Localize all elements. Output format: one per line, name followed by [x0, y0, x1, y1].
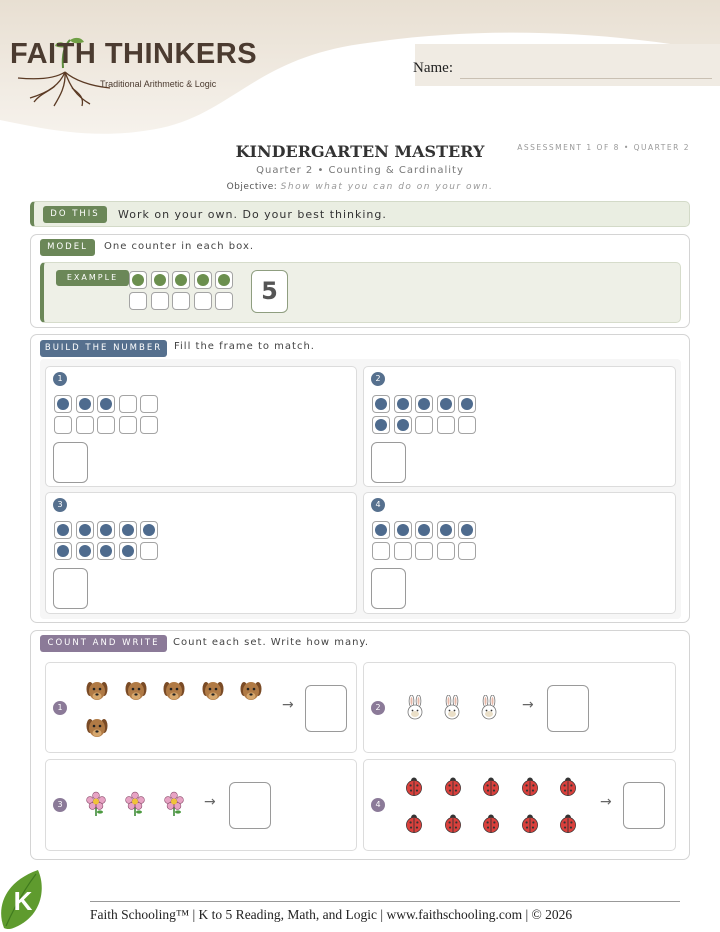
ten-frame-cell[interactable]	[151, 271, 169, 289]
counter-dot	[57, 545, 69, 557]
build-badge: BUILD THE NUMBER	[40, 340, 167, 357]
counter-dot	[122, 524, 134, 536]
ten-frame-cell[interactable]	[76, 395, 94, 413]
flower-icon	[163, 791, 185, 817]
ladybug-icon	[442, 777, 464, 803]
objective	[0, 182, 720, 192]
counter-dot	[175, 274, 187, 286]
model-section	[30, 234, 690, 328]
objective-text: Show what you can do on your own.	[280, 182, 494, 192]
ten-frame-cell[interactable]	[97, 416, 115, 434]
counter-dot	[461, 398, 473, 410]
counter-dot	[197, 274, 209, 286]
counter-dot	[418, 398, 430, 410]
ten-frame-cell[interactable]	[415, 542, 433, 560]
item-number: 3	[53, 798, 67, 812]
counter-dot	[397, 398, 409, 410]
ten-frame-cell[interactable]	[129, 292, 147, 310]
ladybug-icon	[442, 814, 464, 840]
page-subtitle: Quarter 2 • Counting & Cardinality	[256, 165, 464, 176]
ten-frame-cell[interactable]	[97, 395, 115, 413]
ten-frame-cell[interactable]	[458, 395, 476, 413]
answer-box[interactable]	[371, 442, 406, 483]
ten-frame-cell[interactable]	[394, 416, 412, 434]
count-card	[363, 662, 676, 753]
dog-icon	[163, 679, 185, 705]
counter-dot	[79, 524, 91, 536]
example-panel	[40, 262, 681, 323]
counter-dot	[57, 398, 69, 410]
model-instruction: One counter in each box.	[104, 241, 255, 252]
build-card	[45, 366, 357, 487]
ladybug-icon	[557, 777, 579, 803]
counter-dot	[218, 274, 230, 286]
ten-frame-cell[interactable]	[437, 521, 455, 539]
ten-frame-cell[interactable]	[140, 395, 158, 413]
counter-dot	[397, 419, 409, 431]
ten-frame-cell[interactable]	[119, 416, 137, 434]
answer-box[interactable]	[371, 568, 406, 609]
ten-frame-cell[interactable]	[394, 395, 412, 413]
logo-subtitle: Traditional Arithmetic & Logic	[100, 79, 217, 89]
answer-box[interactable]	[53, 568, 88, 609]
ten-frame-cell[interactable]	[458, 416, 476, 434]
ten-frame-cell[interactable]	[372, 542, 390, 560]
ten-frame-cell[interactable]	[172, 271, 190, 289]
ten-frame-cell[interactable]	[372, 521, 390, 539]
bunny-icon	[441, 695, 463, 721]
item-number: 4	[371, 498, 385, 512]
count-badge: COUNT AND WRITE	[40, 635, 167, 652]
ten-frame-cell[interactable]	[119, 521, 137, 539]
ten-frame-cell[interactable]	[458, 542, 476, 560]
ten-frame-cell[interactable]	[437, 395, 455, 413]
counter-dot	[461, 524, 473, 536]
ladybug-icon	[480, 777, 502, 803]
count-card	[45, 662, 357, 753]
ten-frame-cell[interactable]	[437, 416, 455, 434]
item-number: 1	[53, 701, 67, 715]
objective-label: Objective:	[226, 182, 278, 192]
ladybug-icon	[557, 814, 579, 840]
dog-icon	[86, 716, 108, 742]
ten-frame-cell[interactable]	[172, 292, 190, 310]
ladybug-icon	[403, 814, 425, 840]
ten-frame-cell[interactable]	[194, 292, 212, 310]
ten-frame-cell[interactable]	[54, 542, 72, 560]
logo-title: FAITH THINKERS	[10, 38, 258, 70]
ten-frame-cell[interactable]	[394, 542, 412, 560]
counter-dot	[79, 398, 91, 410]
ten-frame-cell[interactable]	[140, 521, 158, 539]
ten-frame-cell[interactable]	[76, 521, 94, 539]
footer-text: Faith Schooling™ | K to 5 Reading, Math, and Logic | www.faithschooling.com | © 2026	[90, 907, 573, 922]
counter-dot	[132, 274, 144, 286]
model-badge: MODEL	[40, 239, 95, 256]
ten-frame-cell[interactable]	[415, 521, 433, 539]
counter-dot	[375, 524, 387, 536]
bunny-icon	[404, 695, 426, 721]
ten-frame-cell[interactable]	[97, 542, 115, 560]
leaf-k-logo-icon	[0, 868, 48, 932]
counter-dot	[79, 545, 91, 557]
name-label: Name:	[413, 60, 453, 76]
ten-frame-cell[interactable]	[415, 416, 433, 434]
page-title: KINDERGARTEN MASTERY	[235, 142, 485, 161]
item-number: 2	[371, 701, 385, 715]
dog-icon	[86, 679, 108, 705]
example-badge: EXAMPLE	[56, 270, 129, 286]
counter-dot	[375, 419, 387, 431]
ten-frame-cell[interactable]	[140, 416, 158, 434]
arrow-icon: →	[522, 697, 534, 713]
item-number: 3	[53, 498, 67, 512]
dog-icon	[240, 679, 262, 705]
item-number: 1	[53, 372, 67, 386]
ladybug-icon	[480, 814, 502, 840]
ten-frame-cell[interactable]	[54, 521, 72, 539]
arrow-icon: →	[600, 794, 612, 810]
count-instruction: Count each set. Write how many.	[173, 637, 370, 648]
do-this-text: Work on your own. Do your best thinking.	[118, 208, 387, 221]
ten-frame-cell[interactable]	[129, 271, 147, 289]
counter-dot	[143, 524, 155, 536]
ladybug-icon	[403, 777, 425, 803]
counter-dot	[57, 524, 69, 536]
ten-frame-cell[interactable]	[151, 292, 169, 310]
build-card	[363, 492, 676, 614]
answer-box[interactable]	[547, 685, 589, 732]
counter-dot	[100, 524, 112, 536]
ten-frame-cell[interactable]	[394, 521, 412, 539]
ten-frame-cell[interactable]	[119, 395, 137, 413]
flower-icon	[85, 791, 107, 817]
answer-box[interactable]	[229, 782, 271, 829]
counter-dot	[418, 524, 430, 536]
bunny-icon	[478, 695, 500, 721]
counter-dot	[440, 398, 452, 410]
ten-frame-cell[interactable]	[54, 395, 72, 413]
arrow-icon: →	[204, 794, 216, 810]
counter-dot	[375, 398, 387, 410]
ten-frame-cell[interactable]	[415, 395, 433, 413]
ten-frame-cell[interactable]	[215, 271, 233, 289]
dog-icon	[125, 679, 147, 705]
ten-frame-cell[interactable]	[194, 271, 212, 289]
ten-frame-cell[interactable]	[97, 521, 115, 539]
do-this-badge: DO THIS	[43, 206, 107, 223]
counter-dot	[122, 545, 134, 557]
ten-frame-cell[interactable]	[119, 542, 137, 560]
name-field-background	[415, 44, 720, 86]
answer-box[interactable]	[623, 782, 665, 829]
answer-box[interactable]	[305, 685, 347, 732]
build-card	[363, 366, 676, 487]
count-card	[363, 759, 676, 851]
ten-frame-cell[interactable]	[215, 292, 233, 310]
counter-dot	[100, 545, 112, 557]
example-number: 5	[251, 270, 288, 313]
ten-frame-cell[interactable]	[372, 416, 390, 434]
ten-frame-cell[interactable]	[76, 542, 94, 560]
count-card	[45, 759, 357, 851]
counter-dot	[100, 398, 112, 410]
ten-frame-cell[interactable]	[54, 416, 72, 434]
answer-box[interactable]	[53, 442, 88, 483]
ten-frame-cell[interactable]	[458, 521, 476, 539]
ten-frame-cell[interactable]	[76, 416, 94, 434]
build-section	[30, 334, 690, 623]
flower-icon	[124, 791, 146, 817]
ten-frame-cell[interactable]	[140, 542, 158, 560]
ladybug-icon	[519, 814, 541, 840]
ladybug-icon	[519, 777, 541, 803]
item-number: 4	[371, 798, 385, 812]
count-section	[30, 630, 690, 860]
dog-icon	[202, 679, 224, 705]
footer-divider	[90, 901, 680, 902]
ten-frame-cell[interactable]	[437, 542, 455, 560]
do-this-bar	[30, 201, 690, 227]
counter-dot	[440, 524, 452, 536]
item-number: 2	[371, 372, 385, 386]
counter-dot	[154, 274, 166, 286]
build-card	[45, 492, 357, 614]
arrow-icon: →	[282, 697, 294, 713]
ten-frame-cell[interactable]	[372, 395, 390, 413]
assessment-label: ASSESSMENT 1 OF 8 • QUARTER 2	[517, 143, 690, 152]
leaf-letter: K	[13, 886, 33, 916]
counter-dot	[397, 524, 409, 536]
name-input-line[interactable]	[460, 78, 712, 79]
build-instruction: Fill the frame to match.	[174, 341, 315, 352]
